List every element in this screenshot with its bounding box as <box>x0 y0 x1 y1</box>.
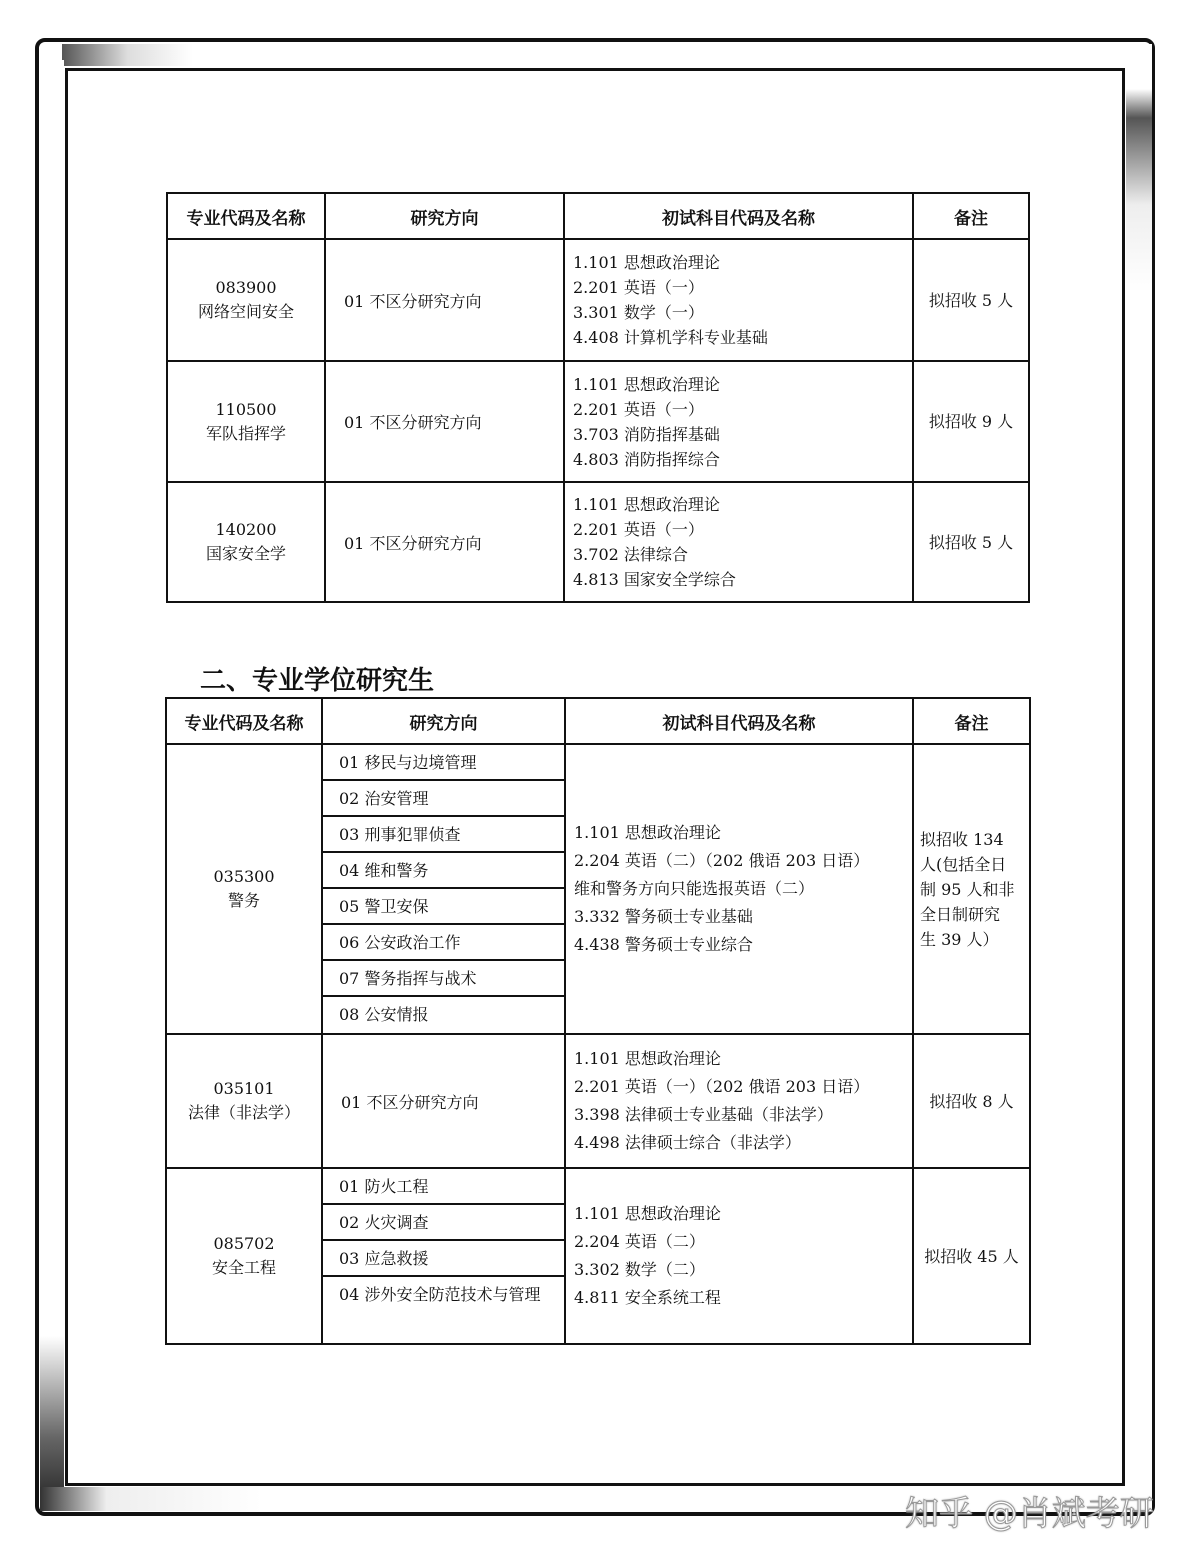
subject-item: 1.101 思想政治理论 <box>574 1204 721 1223</box>
direction-cell: 01 不区分研究方向 <box>322 1034 565 1168</box>
note-line: 制 95 人和非 <box>920 879 1015 899</box>
note-cell: 拟招收 5 人 <box>913 482 1029 602</box>
note-cell <box>913 744 1030 1034</box>
direction-list-cell <box>322 744 565 1034</box>
subject-item: 4.438 警务硕士专业综合 <box>574 935 753 954</box>
subject-item: 2.201 英语（一） <box>573 399 704 419</box>
major-code: 083900 <box>215 278 277 297</box>
note-line: 全日制研究 <box>920 904 1001 924</box>
major-name: 安全工程 <box>211 1258 276 1277</box>
header-subjects: 初试科目代码及名称 <box>564 193 913 239</box>
major-name: 警务 <box>227 891 260 910</box>
direction-item: 05 警卫安保 <box>323 889 564 925</box>
direction-cell: 01 不区分研究方向 <box>325 239 564 361</box>
direction-item: 02 治安管理 <box>323 781 564 817</box>
subject-item: 1.101 思想政治理论 <box>573 374 720 394</box>
note-line: 生 39 人） <box>920 929 999 949</box>
direction-item: 01 防火工程 <box>323 1169 564 1205</box>
table-header-row <box>167 193 1029 239</box>
subject-item: 1.101 思想政治理论 <box>574 823 721 842</box>
major-cell <box>167 361 325 482</box>
subject-item: 3.302 数学（二） <box>574 1260 705 1279</box>
table-row <box>166 1034 1030 1168</box>
header-note: 备注 <box>913 698 1030 744</box>
direction-item: 04 维和警务 <box>323 853 564 889</box>
subject-item: 4.813 国家安全学综合 <box>573 570 736 589</box>
major-cell <box>166 744 322 1034</box>
direction-item: 06 公安政治工作 <box>323 925 564 961</box>
note-cell: 拟招收 8 人 <box>913 1034 1030 1168</box>
major-code: 035300 <box>213 867 275 886</box>
subject-item: 3.398 法律硕士专业基础（非法学） <box>574 1105 833 1124</box>
major-code: 035101 <box>213 1079 275 1098</box>
direction-cell: 01 不区分研究方向 <box>325 361 564 482</box>
major-cell <box>167 482 325 602</box>
major-name: 国家安全学 <box>205 544 286 563</box>
professional-degree-table <box>165 697 1031 1345</box>
subject-item: 1.101 思想政治理论 <box>574 1049 721 1068</box>
table-row <box>166 744 1030 1034</box>
subject-item: 4.811 安全系统工程 <box>574 1288 721 1307</box>
subject-item: 2.204 英语（二）（202 俄语 203 日语） <box>574 851 870 870</box>
major-code: 110500 <box>215 399 277 419</box>
table-row <box>167 239 1029 361</box>
direction-item: 03 应急救援 <box>323 1241 564 1277</box>
direction-item: 03 刑事犯罪侦查 <box>323 817 564 853</box>
header-note: 备注 <box>913 193 1029 239</box>
direction-item: 01 移民与边境管理 <box>323 745 564 781</box>
subject-item: 1.101 思想政治理论 <box>573 253 720 272</box>
header-direction: 研究方向 <box>325 193 564 239</box>
major-cell <box>166 1034 322 1168</box>
page-edge-shadow-top <box>62 44 1152 66</box>
header-major: 专业代码及名称 <box>167 193 325 239</box>
major-cell <box>167 239 325 361</box>
subject-item: 3.702 法律综合 <box>573 545 688 564</box>
subject-item: 3.301 数学（一） <box>573 303 704 322</box>
page-edge-shadow-right <box>1126 60 1152 1510</box>
note-cell: 拟招收 9 人 <box>913 361 1029 482</box>
subject-item: 1.101 思想政治理论 <box>573 495 720 514</box>
subject-item: 2.201 英语（一） <box>573 278 704 297</box>
subject-item: 2.201 英语（一） <box>573 520 704 539</box>
header-subjects: 初试科目代码及名称 <box>565 698 913 744</box>
subject-item: 4.803 消防指挥综合 <box>573 449 720 469</box>
subject-item: 4.408 计算机学科专业基础 <box>573 328 768 347</box>
subjects-cell <box>564 239 913 361</box>
header-direction: 研究方向 <box>322 698 565 744</box>
major-cell <box>166 1168 322 1344</box>
watermark: 知乎 @肖斌考研 <box>905 1494 1154 1534</box>
subjects-cell <box>564 361 913 482</box>
major-name: 法律（非法学） <box>187 1103 300 1122</box>
direction-item: 04 涉外安全防范技术与管理 <box>339 1285 541 1304</box>
subjects-cell <box>565 744 913 1034</box>
direction-list-cell <box>322 1168 565 1344</box>
page-edge-shadow-left <box>40 60 64 1510</box>
table-row <box>166 1168 1030 1344</box>
note-cell: 拟招收 5 人 <box>913 239 1029 361</box>
note-line: 人(包括全日 <box>920 854 1007 874</box>
major-name: 网络空间安全 <box>197 302 294 321</box>
note-cell: 拟招收 45 人 <box>913 1168 1030 1344</box>
section-title: 二、专业学位研究生 <box>200 666 435 696</box>
subjects-cell <box>564 482 913 602</box>
table-header-row <box>166 698 1030 744</box>
subject-item: 3.332 警务硕士专业基础 <box>574 907 753 926</box>
table-row <box>167 361 1029 482</box>
direction-item: 07 警务指挥与战术 <box>323 961 564 997</box>
subjects-cell <box>565 1168 913 1344</box>
table-row <box>167 482 1029 602</box>
direction-item: 02 火灾调查 <box>323 1205 564 1241</box>
header-major: 专业代码及名称 <box>166 698 322 744</box>
note-line: 拟招收 134 <box>920 829 1004 849</box>
major-code: 085702 <box>213 1234 275 1253</box>
subject-item: 2.204 英语（二） <box>574 1232 705 1251</box>
subject-item: 维和警务方向只能选报英语（二） <box>574 879 815 898</box>
subjects-cell <box>565 1034 913 1168</box>
subject-item: 3.703 消防指挥基础 <box>573 424 720 444</box>
subject-item: 4.498 法律硕士综合（非法学） <box>574 1133 801 1152</box>
academic-degree-table <box>166 192 1030 603</box>
direction-item: 08 公安情报 <box>339 1005 429 1024</box>
major-code: 140200 <box>215 520 277 539</box>
subject-item: 2.201 英语（一）（202 俄语 203 日语） <box>574 1077 870 1096</box>
major-name: 军队指挥学 <box>205 423 286 443</box>
direction-cell: 01 不区分研究方向 <box>325 482 564 602</box>
